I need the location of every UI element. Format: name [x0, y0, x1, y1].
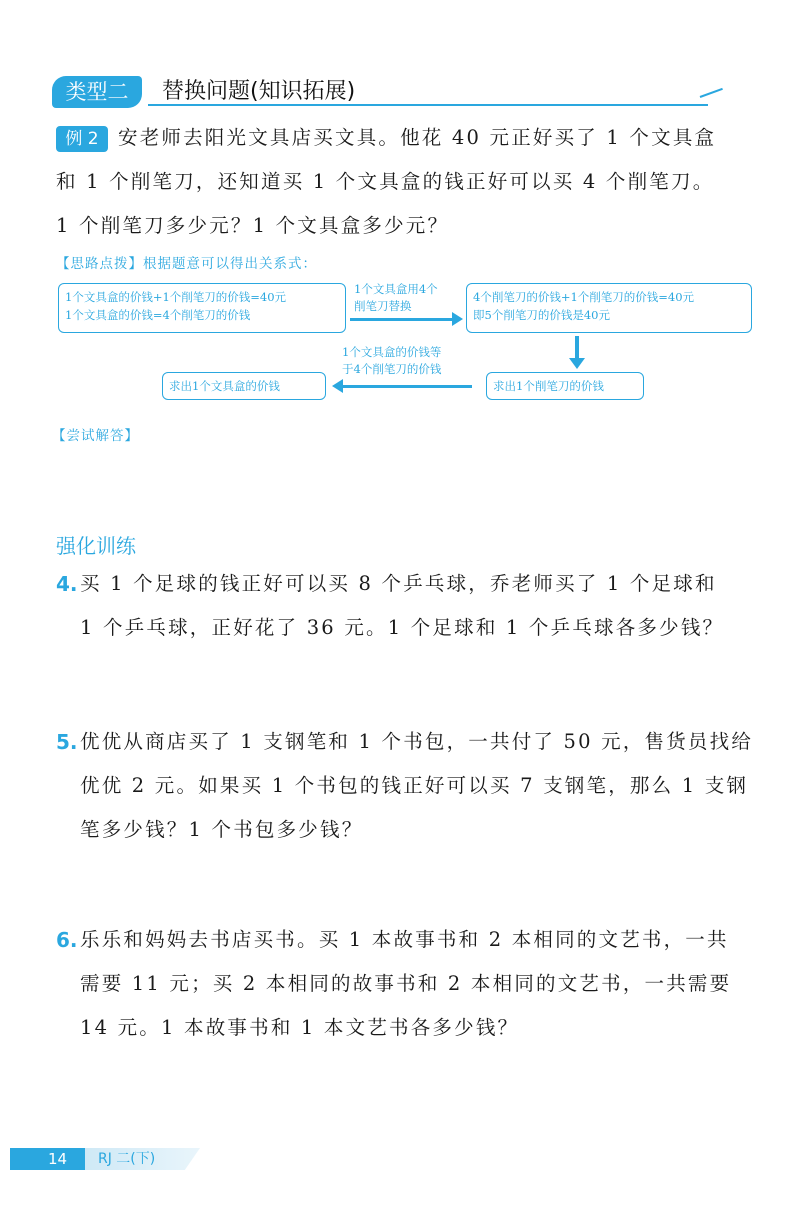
question-5-number: 5. [56, 730, 78, 754]
arrow-1-label [354, 281, 438, 315]
question-5-line-2: 优优 2 元。如果买 1 个书包的钱正好可以买 7 支钢笔，那么 1 支钢 [80, 774, 749, 797]
question-6-line-1: 乐乐和妈妈去书店买书。买 1 本故事书和 2 本相同的文艺书，一共 [80, 928, 729, 951]
section-underline-tail [700, 88, 723, 98]
relation-box-2-line-2: 即5个削笔刀的价钱是40元 [473, 308, 610, 322]
training-title: 强化训练 [56, 534, 136, 558]
arrow-2-label-line-2: 于4个削笔刀的价钱 [342, 362, 442, 376]
arrow-2-label [342, 344, 441, 378]
example-line-3: 1 个削笔刀多少元？1 个文具盒多少元？ [56, 214, 450, 237]
question-6-line-3: 14 元。1 本故事书和 1 本文艺书各多少钱？ [80, 1016, 520, 1039]
relation-box-2-line-1: 4个削笔刀的价钱+1个削笔刀的价钱=40元 [473, 290, 695, 304]
section-badge: 类型二 [52, 76, 142, 108]
question-6-number: 6. [56, 928, 78, 952]
question-4-line-2: 1 个乒乓球，正好花了 36 元。1 个足球和 1 个乒乓球各多少钱？ [80, 616, 725, 639]
question-6-line-2: 需要 11 元；买 2 本相同的故事书和 2 本相同的文艺书，一共需要 [80, 972, 732, 995]
question-4-line-1: 买 1 个足球的钱正好可以买 8 个乒乓球，乔老师买了 1 个足球和 [80, 572, 717, 595]
relation-box-1 [58, 283, 346, 333]
arrow-1-head [452, 312, 463, 326]
arrow-1-label-line-1: 1个文具盒用4个 [354, 282, 438, 296]
section-title: 替换问题(知识拓展) [162, 79, 356, 104]
arrow-down-line [575, 336, 579, 360]
arrow-2-head [332, 379, 343, 393]
arrow-down-head [569, 358, 585, 369]
question-5-line-3: 笔多少钱？1 个书包多少钱？ [80, 818, 364, 841]
arrow-2-line [342, 385, 472, 388]
arrow-1-label-line-2: 削笔刀替换 [354, 299, 412, 313]
relation-box-2 [466, 283, 752, 333]
example-badge: 例 2 [56, 126, 108, 152]
result-box-box: 求出1个文具盒的价钱 [162, 372, 326, 400]
question-4-number: 4. [56, 572, 78, 596]
edition-label: RJ 二(下) [98, 1151, 156, 1167]
section-underline [148, 104, 708, 106]
relation-box-1-line-2: 1个文具盒的价钱=4个削笔刀的价钱 [65, 308, 251, 322]
relation-box-1-line-1: 1个文具盒的价钱+1个削笔刀的价钱=40元 [65, 290, 287, 304]
example-line-1: 安老师去阳光文具店买文具。他花 40 元正好买了 1 个文具盒 [118, 126, 717, 149]
question-5-line-1: 优优从商店买了 1 支钢笔和 1 个书包，一共付了 50 元，售货员找给 [80, 730, 754, 753]
arrow-1-line [350, 318, 454, 321]
page-number: 14 [48, 1150, 68, 1168]
example-line-2: 和 1 个削笔刀，还知道买 1 个文具盒的钱正好可以买 4 个削笔刀。 [56, 170, 715, 193]
arrow-2-label-line-1: 1个文具盒的价钱等 [342, 345, 442, 359]
result-box-knife: 求出1个削笔刀的价钱 [486, 372, 644, 400]
hint-label: 【思路点拨】根据题意可以得出关系式： [56, 256, 317, 272]
try-answer-label: 【尝试解答】 [52, 428, 139, 444]
